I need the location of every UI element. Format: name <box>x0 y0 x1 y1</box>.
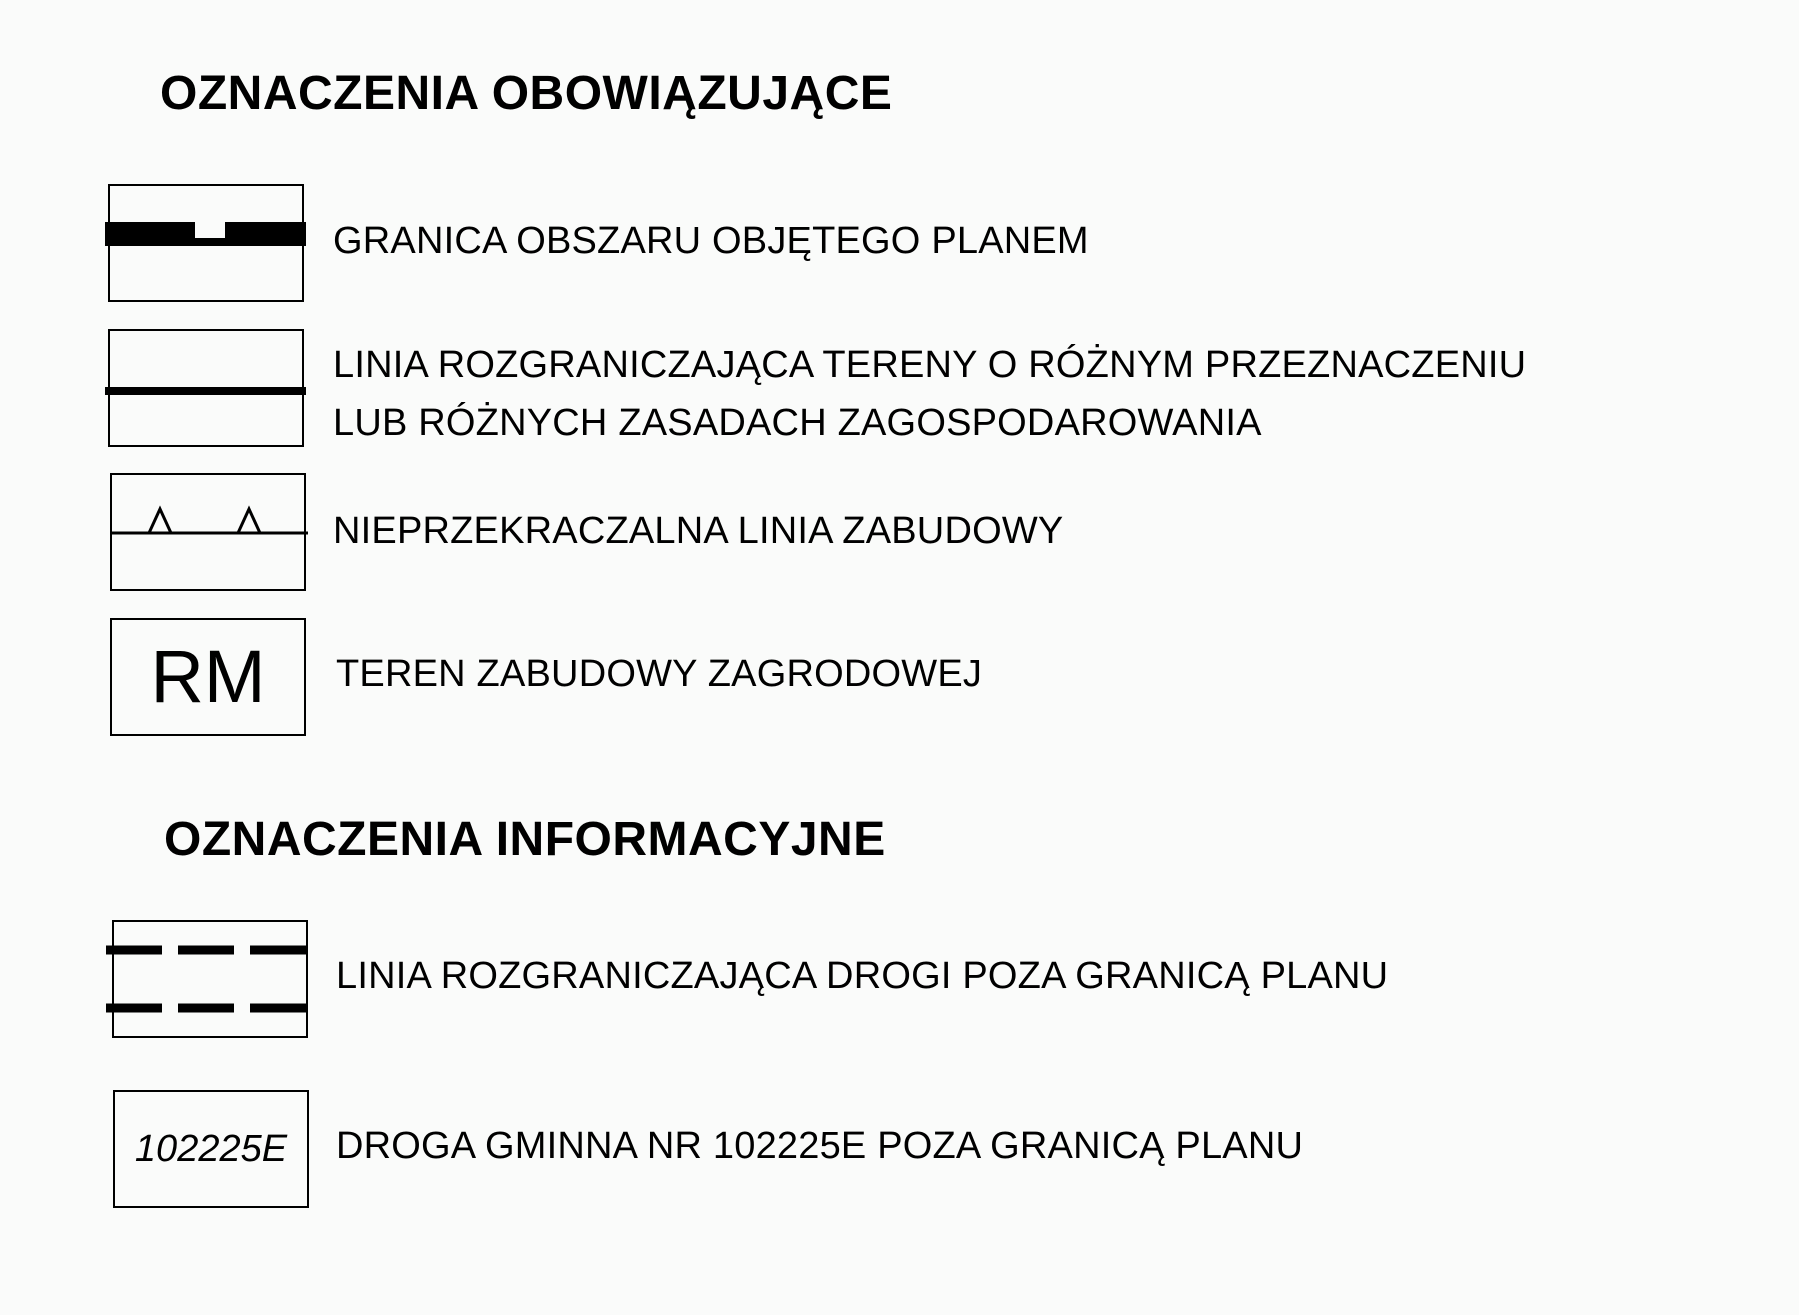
zone-code-text: RM <box>150 635 266 718</box>
informative-legend-heading: OZNACZENIA INFORMACYJNE <box>164 813 886 866</box>
dashed-lines-icon <box>104 920 320 1038</box>
solid-line-icon <box>100 329 316 447</box>
plan-boundary-symbol <box>108 184 304 302</box>
zone-rm-symbol <box>110 618 306 736</box>
demarcation-line-label-line2: LUB RÓŻNYCH ZASADACH ZAGOSPODAROWANIA <box>333 402 1262 444</box>
road-number-symbol <box>113 1090 309 1208</box>
building-line-label: NIEPRZEKRACZALNA LINIA ZABUDOWY <box>333 510 1064 552</box>
road-demarcation-symbol <box>112 920 308 1038</box>
plan-boundary-label: GRANICA OBSZARU OBJĘTEGO PLANEM <box>333 220 1089 262</box>
road-number-label: DROGA GMINNA NR 102225E POZA GRANICĄ PLANU <box>336 1125 1304 1167</box>
building-line-symbol <box>110 473 306 591</box>
building-line-triangles-icon <box>102 473 318 591</box>
road-demarcation-label: LINIA ROZGRANICZAJĄCA DROGI POZA GRANICĄ PLANU <box>336 955 1389 997</box>
demarcation-line-label-line1: LINIA ROZGRANICZAJĄCA TERENY O RÓŻNYM PRZEZNACZENIU <box>333 344 1527 386</box>
road-number-text: 102225E <box>134 1128 288 1170</box>
plan-boundary-line-icon <box>100 184 316 302</box>
binding-legend-heading: OZNACZENIA OBOWIĄZUJĄCE <box>160 67 893 120</box>
zone-rm-label: TEREN ZABUDOWY ZAGRODOWEJ <box>336 653 983 695</box>
demarcation-line-symbol <box>108 329 304 447</box>
